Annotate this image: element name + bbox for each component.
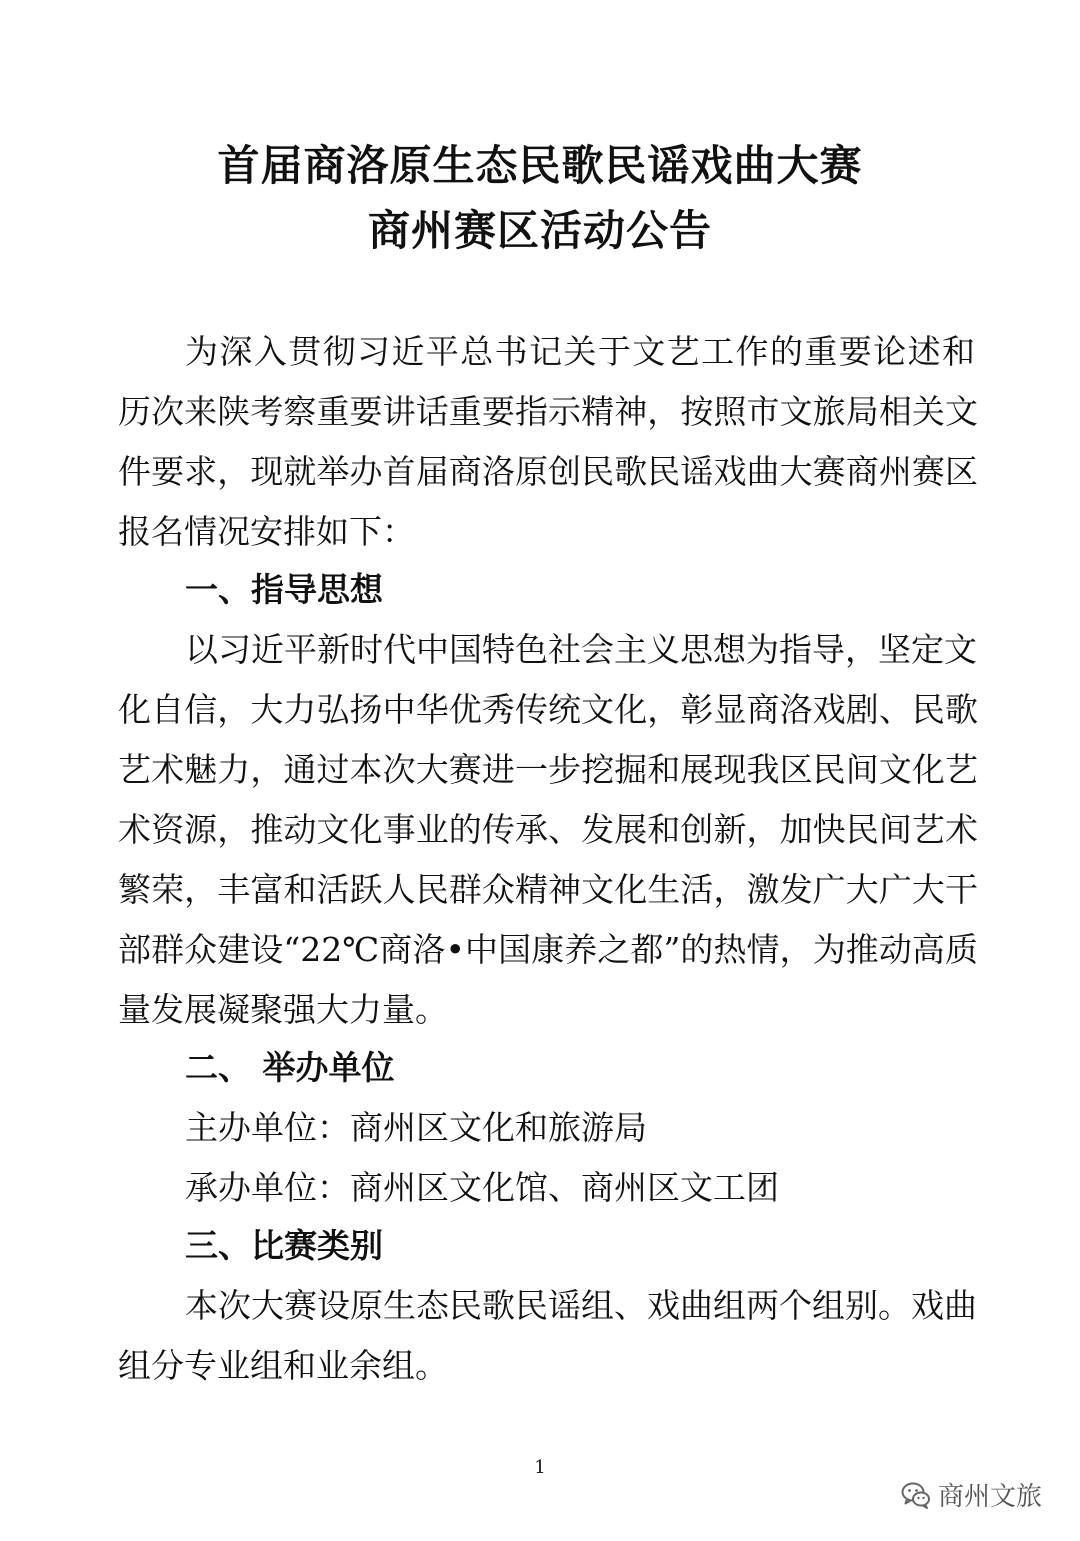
document-title-line2: 商州赛区活动公告 [367, 206, 712, 255]
section1-line: 量发展凝聚强大力量。 [118, 990, 448, 1029]
page-number: 1 [534, 1457, 546, 1478]
section3-line: 本次大赛设原生态民歌民谣组、戏曲组两个组别。戏曲 [185, 1286, 977, 1325]
section-heading-organizers: 二、 举办单位 [185, 1048, 395, 1087]
document-title-line1: 首届商洛原生态民歌民谣戏曲大赛 [217, 141, 863, 190]
co-organizer-line: 承办单位：商州区文化馆、商州区文工团 [185, 1168, 779, 1207]
section-heading-categories: 三、比赛类别 [185, 1226, 383, 1265]
wechat-icon [900, 1479, 932, 1511]
intro-line: 历次来陕考察重要讲话重要指示精神，按照市文旅局相关文 [118, 392, 978, 431]
intro-line: 件要求，现就举办首届商洛原创民歌民谣戏曲大赛商州赛区 [118, 452, 978, 491]
section1-line: 艺术魅力，通过本次大赛进一步挖掘和展现我区民间文化艺 [118, 750, 978, 789]
section3-line: 组分专业组和业余组。 [118, 1346, 448, 1385]
intro-line: 报名情况安排如下： [118, 512, 415, 551]
intro-line: 为深入贯彻习近平总书记关于文艺工作的重要论述和 [185, 332, 975, 371]
watermark [900, 1476, 1042, 1513]
section1-line: 部群众建设“22℃商洛•中国康养之都”的热情，为推动高质 [118, 930, 978, 969]
organizer-line: 主办单位：商州区文化和旅游局 [185, 1108, 647, 1147]
watermark-text: 商州文旅 [938, 1482, 1043, 1512]
section1-line: 以习近平新时代中国特色社会主义思想为指导，坚定文 [185, 630, 977, 669]
section1-line: 术资源，推动文化事业的传承、发展和创新，加快民间艺术 [118, 810, 978, 849]
section1-line: 化自信，大力弘扬中华优秀传统文化，彰显商洛戏剧、民歌 [118, 690, 978, 729]
section-heading-guiding-ideology: 一、指导思想 [185, 570, 383, 609]
section1-line: 繁荣，丰富和活跃人民群众精神文化生活，激发广大广大干 [118, 870, 978, 909]
